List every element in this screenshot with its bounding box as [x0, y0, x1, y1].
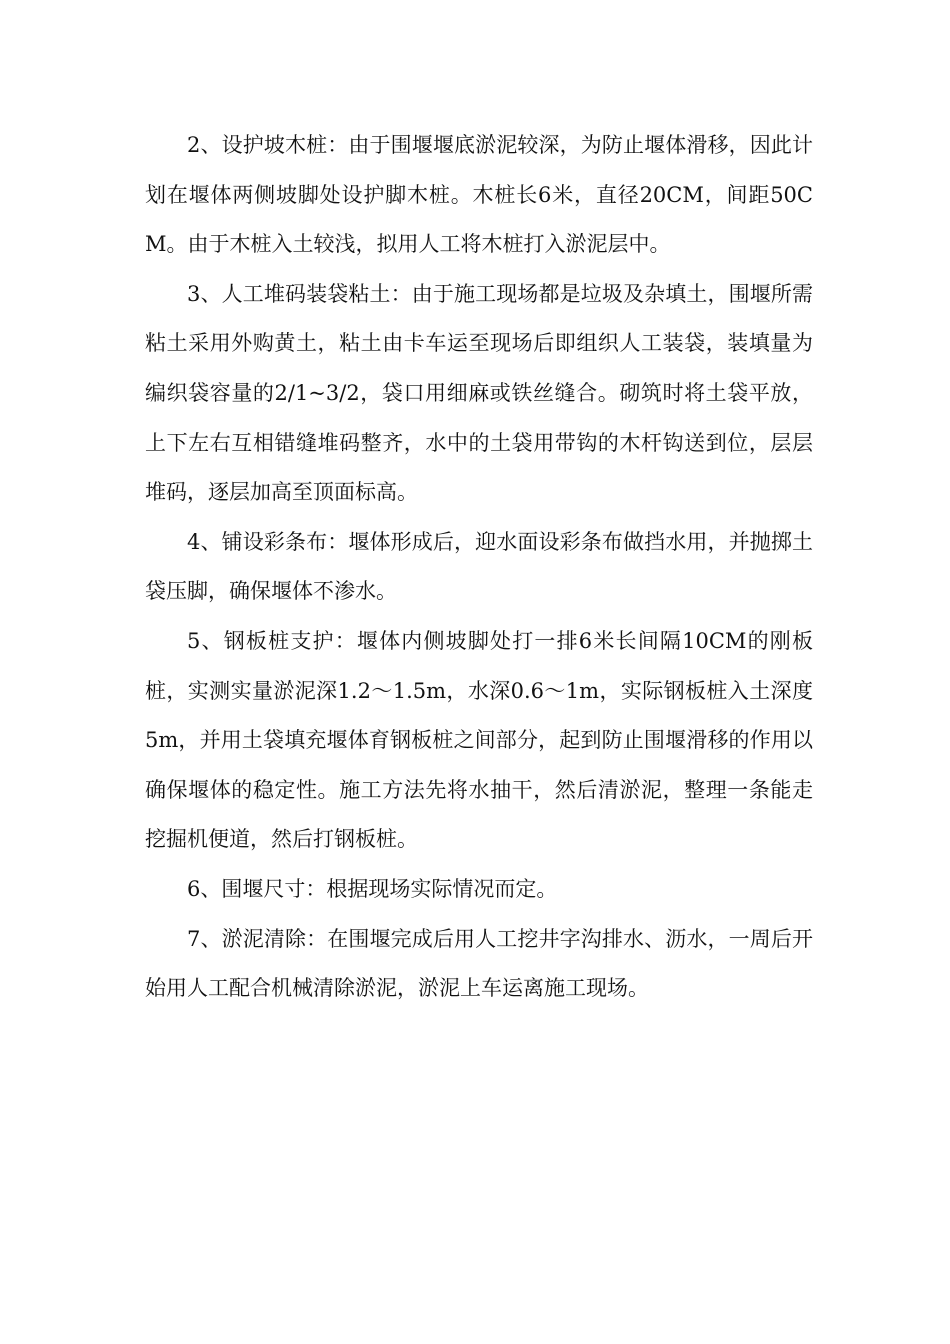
- paragraph-tarpaulin: 4、铺设彩条布：堰体形成后，迎水面设彩条布做挡水用，并抛掷土袋压脚，确保堰体不渗水。: [145, 529, 813, 604]
- paragraph-cofferdam-size: 6、围堰尺寸：根据现场实际情况而定。: [187, 876, 558, 901]
- paragraph-silt-removal: 7、淤泥清除：在围堰完成后用人工挖井字沟排水、沥水，一周后开始用人工配合机械清除淤泥，淤泥上车运离施工现场。: [145, 926, 813, 1001]
- paragraph-clay-bags: 3、人工堆码装袋粘土：由于施工现场都是垃圾及杂填土，围堰所需粘土采用外购黄土，粘土由卡车运至现场后即组织人工装袋，装填量为编织袋容量的2/1~3/2，袋口用细麻或铁丝缝合。砌筑时将土袋平放，上下左右互相错缝堆码整齐，水中的土袋用带钩的木杆钩送到位，层层堆码，逐层加高至顶面标高。: [145, 281, 813, 505]
- paragraph-steel-sheet-piles: 5、钢板桩支护：堰体内侧坡脚处打一排6米长间隔10CM的刚板桩，实测实量淤泥深1.2～1.5m，水深0.6～1m，实际钢板桩入土深度5m，并用土袋填充堰体育钢板桩之间部分，起到防止围堰滑移的作用以确保堰体的稳定性。施工方法先将水抽干，然后清淤泥，整理一条能走挖掘机便道，然后打钢板桩。: [145, 628, 813, 852]
- paragraph-wooden-piles: 2、设护坡木桩：由于围堰堰底淤泥较深，为防止堰体滑移，因此计划在堰体两侧坡脚处设护脚木桩。木桩长6米，直径20CM，间距50CM。由于木桩入土较浅，拟用人工将木桩打入淤泥层中。: [145, 133, 813, 257]
- document-body: [145, 121, 813, 1014]
